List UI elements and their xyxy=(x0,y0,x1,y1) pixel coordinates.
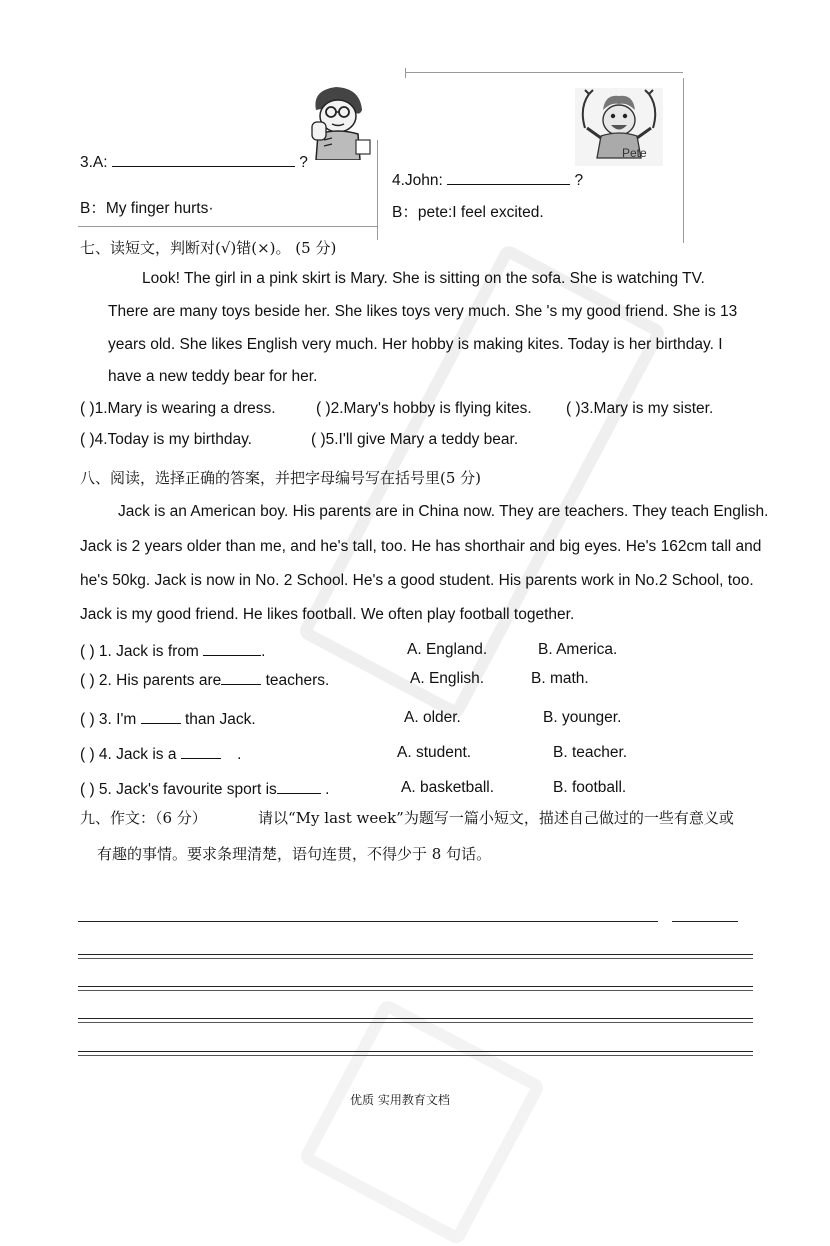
section7-question-2[interactable]: ( )2.Mary's hobby is flying kites. xyxy=(316,400,532,417)
section9-prompt-continued: 有趣的事情。要求条理清楚，语句连贯，不得少于 8 句话。 xyxy=(97,845,492,863)
answer-blank[interactable] xyxy=(203,641,261,656)
q4-dialogue-a xyxy=(392,170,583,190)
answer-blank[interactable] xyxy=(181,744,221,759)
question-tail: than Jack. xyxy=(184,711,256,728)
q4-dialogue-b: B：pete:I feel excited. xyxy=(392,204,544,221)
section8-question-2[interactable] xyxy=(80,670,329,690)
section8-question-3[interactable] xyxy=(80,709,256,729)
question-tail: . xyxy=(261,643,266,660)
writing-line xyxy=(78,958,753,959)
option-a[interactable]: A. older. xyxy=(404,709,461,726)
writing-line[interactable] xyxy=(78,986,753,987)
question-stem: ( ) 5. Jack's favourite sport is xyxy=(80,781,277,798)
section8-passage-line: Jack is 2 years older than me, and he's tall, too. He has shorthair and big eyes. He's 162cm tall and xyxy=(80,538,762,555)
option-b[interactable]: B. football. xyxy=(553,779,627,796)
option-b[interactable]: B. math. xyxy=(531,670,589,687)
answer-blank[interactable] xyxy=(277,779,321,794)
q3-dialogue-a xyxy=(80,152,308,172)
section9-heading: 九、作文：（6 分） xyxy=(80,809,207,827)
frame-line xyxy=(683,78,684,243)
writing-line xyxy=(78,1055,753,1056)
option-a[interactable]: A. basketball. xyxy=(401,779,495,796)
question-stem: ( ) 3. I'm xyxy=(80,711,137,728)
section7-passage-line: have a new teddy bear for her. xyxy=(108,368,318,385)
option-b[interactable]: B. teacher. xyxy=(553,744,628,761)
answer-blank[interactable] xyxy=(141,709,181,724)
writing-line[interactable] xyxy=(78,1018,753,1019)
option-a[interactable]: A. English. xyxy=(410,670,485,687)
section7-passage-line: Look! The girl in a pink skirt is Mary. She is sitting on the sofa. She is watching TV. xyxy=(142,270,705,287)
option-b[interactable]: B. America. xyxy=(538,641,618,658)
boy-finger-hurt-illustration xyxy=(302,82,374,160)
q3-answer-blank[interactable] xyxy=(112,152,295,167)
writing-line[interactable] xyxy=(78,1051,753,1052)
section8-passage-line: Jack is an American boy. His parents are in China now. They are teachers. They teach English. xyxy=(118,503,769,520)
section7-question-5[interactable]: ( )5.I'll give Mary a teddy bear. xyxy=(311,431,519,448)
section7-question-1[interactable]: ( )1.Mary is wearing a dress. xyxy=(80,400,276,417)
section8-passage-line: Jack is my good friend. He likes football. We often play football together. xyxy=(80,606,575,623)
q3-a-label: 3.A: xyxy=(80,154,108,171)
writing-line xyxy=(78,1022,753,1023)
section8-question-5[interactable] xyxy=(80,779,329,799)
frame-line xyxy=(405,68,406,78)
option-b[interactable]: B. younger. xyxy=(543,709,622,726)
section7-question-3[interactable]: ( )3.Mary is my sister. xyxy=(566,400,714,417)
section8-question-4[interactable] xyxy=(80,744,241,764)
writing-line[interactable] xyxy=(672,921,738,922)
question-tail: . xyxy=(325,781,330,798)
question-tail: teachers. xyxy=(265,672,330,689)
q4-label: 4.John: xyxy=(392,172,443,189)
frame-line xyxy=(405,72,683,73)
frame-line xyxy=(377,140,378,240)
section7-passage-line: There are many toys beside her. She likes toys very much. She 's my good friend. She is 13 xyxy=(108,303,738,320)
q3-question-mark: ? xyxy=(299,154,308,171)
option-a[interactable]: A. England. xyxy=(407,641,488,658)
option-a[interactable]: A. student. xyxy=(397,744,472,761)
writing-line xyxy=(78,990,753,991)
section8-passage-line: he's 50kg. Jack is now in No. 2 School. He's a good student. His parents work in No.2 School, too. xyxy=(80,572,754,589)
section8-heading: 八、阅读，选择正确的答案，并把字母编号写在括号里(5 分) xyxy=(80,469,482,487)
writing-line[interactable] xyxy=(78,954,753,955)
section7-question-4[interactable]: ( )4.Today is my birthday. xyxy=(80,431,252,448)
writing-line[interactable] xyxy=(78,921,658,922)
question-stem: ( ) 1. Jack is from xyxy=(80,643,199,660)
q4-answer-blank[interactable] xyxy=(447,170,570,185)
section8-question-1[interactable] xyxy=(80,641,265,661)
question-tail: . xyxy=(237,746,242,763)
q4-question-mark: ? xyxy=(574,172,584,189)
pete-excited-illustration xyxy=(575,88,663,166)
page-footer: 优质 实用教育文档 xyxy=(350,1093,450,1107)
section7-passage-line: years old. She likes English very much. Her hobby is making kites. Today is her birthday. I xyxy=(108,336,723,353)
q3-dialogue-b: B：My finger hurts· xyxy=(80,200,214,217)
section9-prompt: 请以“My last week”为题写一篇小短文，描述自己做过的一些有意义或 xyxy=(258,809,734,827)
question-stem: ( ) 2. His parents are xyxy=(80,672,222,689)
watermark xyxy=(298,998,547,1246)
section7-heading: 七、读短文，判断对(√)错(×)。 (5 分) xyxy=(80,239,337,257)
question-stem: ( ) 4. Jack is a xyxy=(80,746,177,763)
pete-caption: Pete xyxy=(622,146,647,160)
frame-line xyxy=(78,226,378,227)
answer-blank[interactable] xyxy=(221,670,261,685)
